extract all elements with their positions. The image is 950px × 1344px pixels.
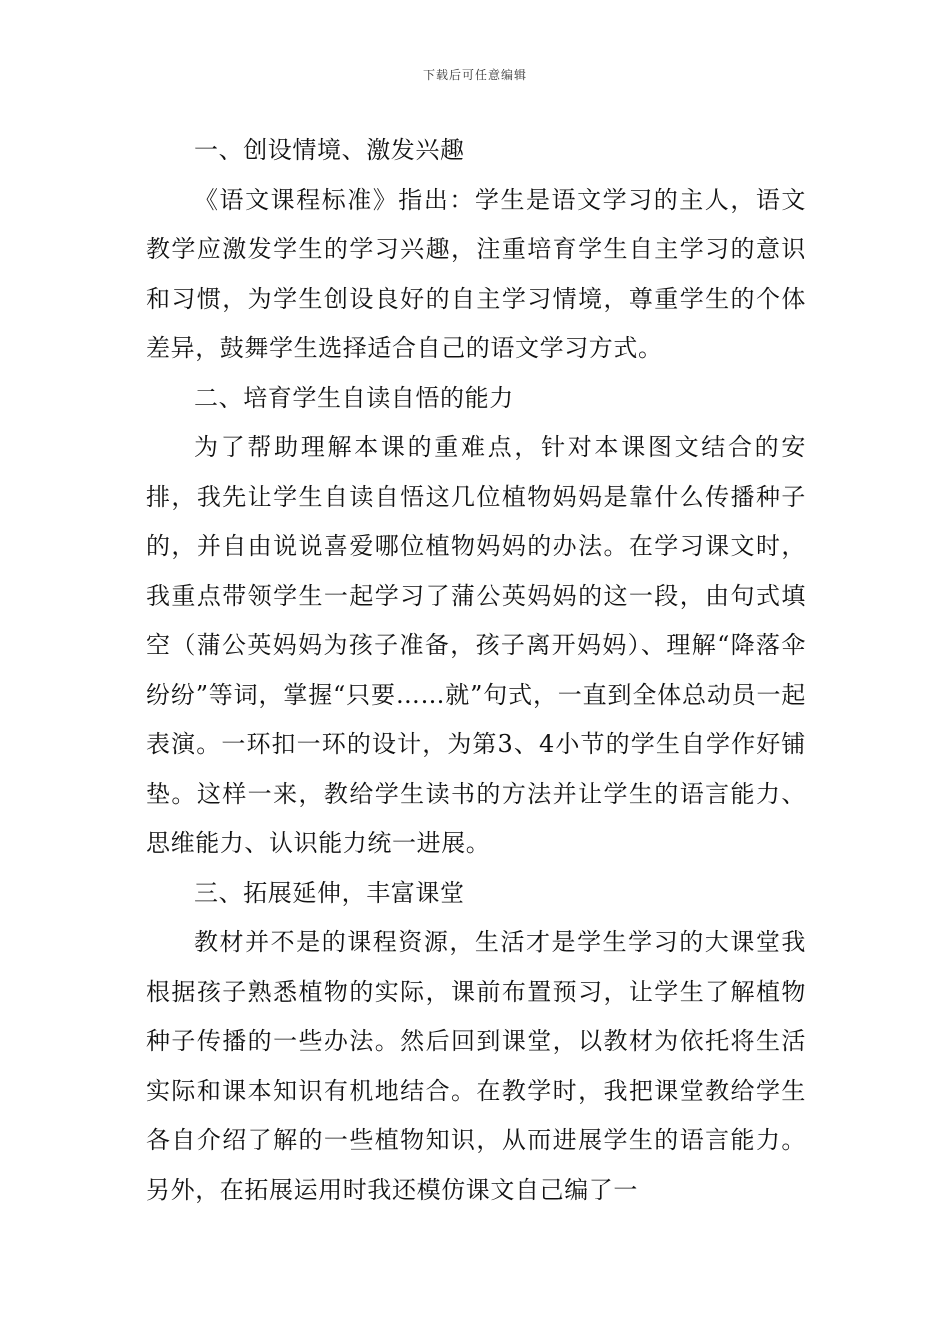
section-heading-2: 二、培育学生自读自悟的能力: [194, 383, 514, 412]
section-2-paragraph: 为了帮助理解本课的重难点，针对本课图文结合的安排，我先让学生自读自悟这几位植物妈妈是靠什么传播种子的，并自由说说喜爱哪位植物妈妈的办法。在学习课文时，我重点带领学生一起学习了蒲公英妈妈的这一段，由句式填空（蒲公英妈妈为孩子准备，孩子离开妈妈）、理解“降落伞纷纷”等词，掌握“只要……就”句式，一直到全体总动员一起表演。一环扣一环的设计，为第3、4小节的学生自学作好铺垫。这样一来，教给学生读书的方法并让学生的语言能力、思维能力、认识能力统一进展。: [146, 433, 806, 857]
section-heading-3: 三、拓展延伸，丰富课堂: [194, 878, 465, 907]
document-body: [146, 126, 806, 1215]
section-1-paragraph: 《语文课程标准》指出：学生是语文学习的主人，语文教学应激发学生的学习兴趣，注重培育学生自主学习的意识和习惯，为学生创设良好的自主学习情境，尊重学生的个体差异，鼓舞学生选择适合自己的语文学习方式。: [146, 185, 806, 362]
section-3-paragraph: 教材并不是的课程资源，生活才是学生学习的大课堂我根据孩子熟悉植物的实际，课前布置预习，让学生了解植物种子传播的一些办法。然后回到课堂，以教材为依托将生活实际和课本知识有机地结合。在教学时，我把课堂教给学生各自介绍了解的一些植物知识，从而进展学生的语言能力。另外，在拓展运用时我还模仿课文自己编了一: [146, 928, 806, 1204]
page-header-note: 下载后可任意编辑: [422, 68, 527, 82]
section-heading-1: 一、创设情境、激发兴趣: [194, 136, 465, 164]
